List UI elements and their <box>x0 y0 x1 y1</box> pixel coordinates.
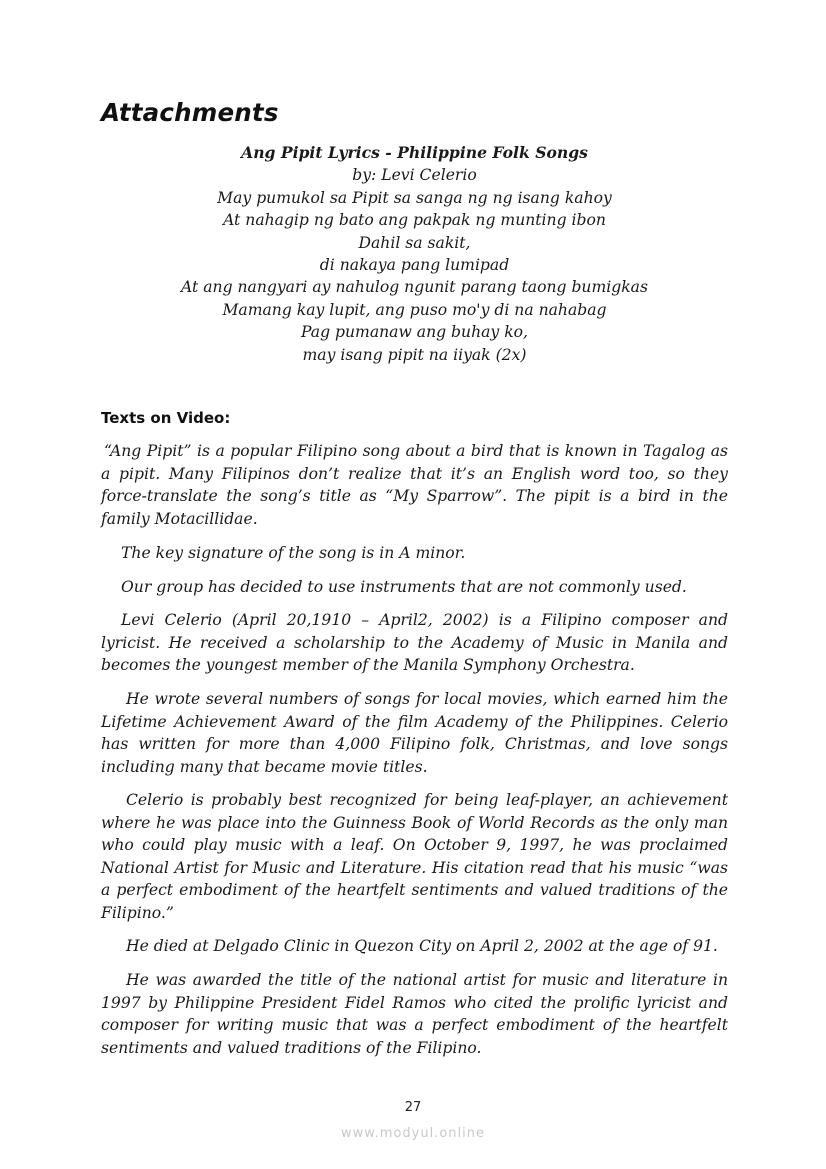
paragraph-key-signature: The key signature of the song is in A minor. <box>121 544 466 562</box>
song-title: Ang Pipit Lyrics - Philippine Folk Songs <box>241 143 588 162</box>
lyrics-line: Dahil sa sakit, <box>358 233 471 252</box>
watermark: www.modyul.online <box>340 1126 486 1141</box>
paragraph-death: He died at Delgado Clinic in Quezon City on April 2, 2002 at the age of 91. <box>126 937 718 955</box>
paragraph-intro: “Ang Pipit” is a popular Filipino song about a bird that is known in Tagalog as a pipit. Many Filipinos don’t realize that it’s an English word too, so they force-translate the song’s title as “My Sparrow”. The pipit is a bird in the family Motacillidae. <box>101 442 728 528</box>
lyrics-line: At ang nangyari ay nahulog ngunit parang taong bumigkas <box>181 278 648 297</box>
lyrics-line: by: Levi Celerio <box>352 166 477 185</box>
paragraph-songs: He wrote several numbers of songs for local movies, which earned him the Lifetime Achievement Award of the film Academy of the Philippines. Celerio has written for more than 4,000 Filipino folk, Christmas, and love songs including many that became movie titles. <box>101 690 728 776</box>
paragraph-national-artist: He was awarded the title of the national artist for music and literature in 1997 by Philippine President Fidel Ramos who cited the prolific lyricist and composer for writing music that was a perfect embodiment of the heartfelt sentiments and valued traditions of the Filipino. <box>101 971 728 1057</box>
lyrics-line: At nahagip ng bato ang pakpak ng munting ibon <box>223 211 606 230</box>
paragraph-leaf-player: Celerio is probably best recognized for being leaf-player, an achievement where he was place into the Guinness Book of World Records as the only man who could play music with a leaf. On October 9, 1997, he was proclaimed National Artist for Music and Literature. His citation read that his music “was a perfect embodiment of the heartfelt sentiments and valued traditions of the Filipino.” <box>101 791 728 922</box>
page-heading: Attachments <box>101 98 279 127</box>
paragraph-instruments: Our group has decided to use instruments that are not commonly used. <box>121 578 687 596</box>
lyrics-line: may isang pipit na iiyak (2x) <box>302 345 527 364</box>
lyrics-line: May pumukol sa Pipit sa sanga ng ng isang kahoy <box>217 188 612 207</box>
paragraph-biography: Levi Celerio (April 20,1910 – April2, 2002) is a Filipino composer and lyricist. He received a scholarship to the Academy of Music in Manila and becomes the youngest member of the Manila Symphony Orchestra. <box>101 611 728 675</box>
lyrics-line: Mamang kay lupit, ang puso mo'y di na nahabag <box>222 300 607 319</box>
texts-on-video-heading: Texts on Video: <box>101 409 231 427</box>
lyrics-line: di nakaya pang lumipad <box>319 256 510 275</box>
lyrics-line: Pag pumanaw ang buhay ko, <box>301 323 528 342</box>
page-number: 27 <box>404 1100 422 1115</box>
song-lyrics <box>101 142 728 366</box>
